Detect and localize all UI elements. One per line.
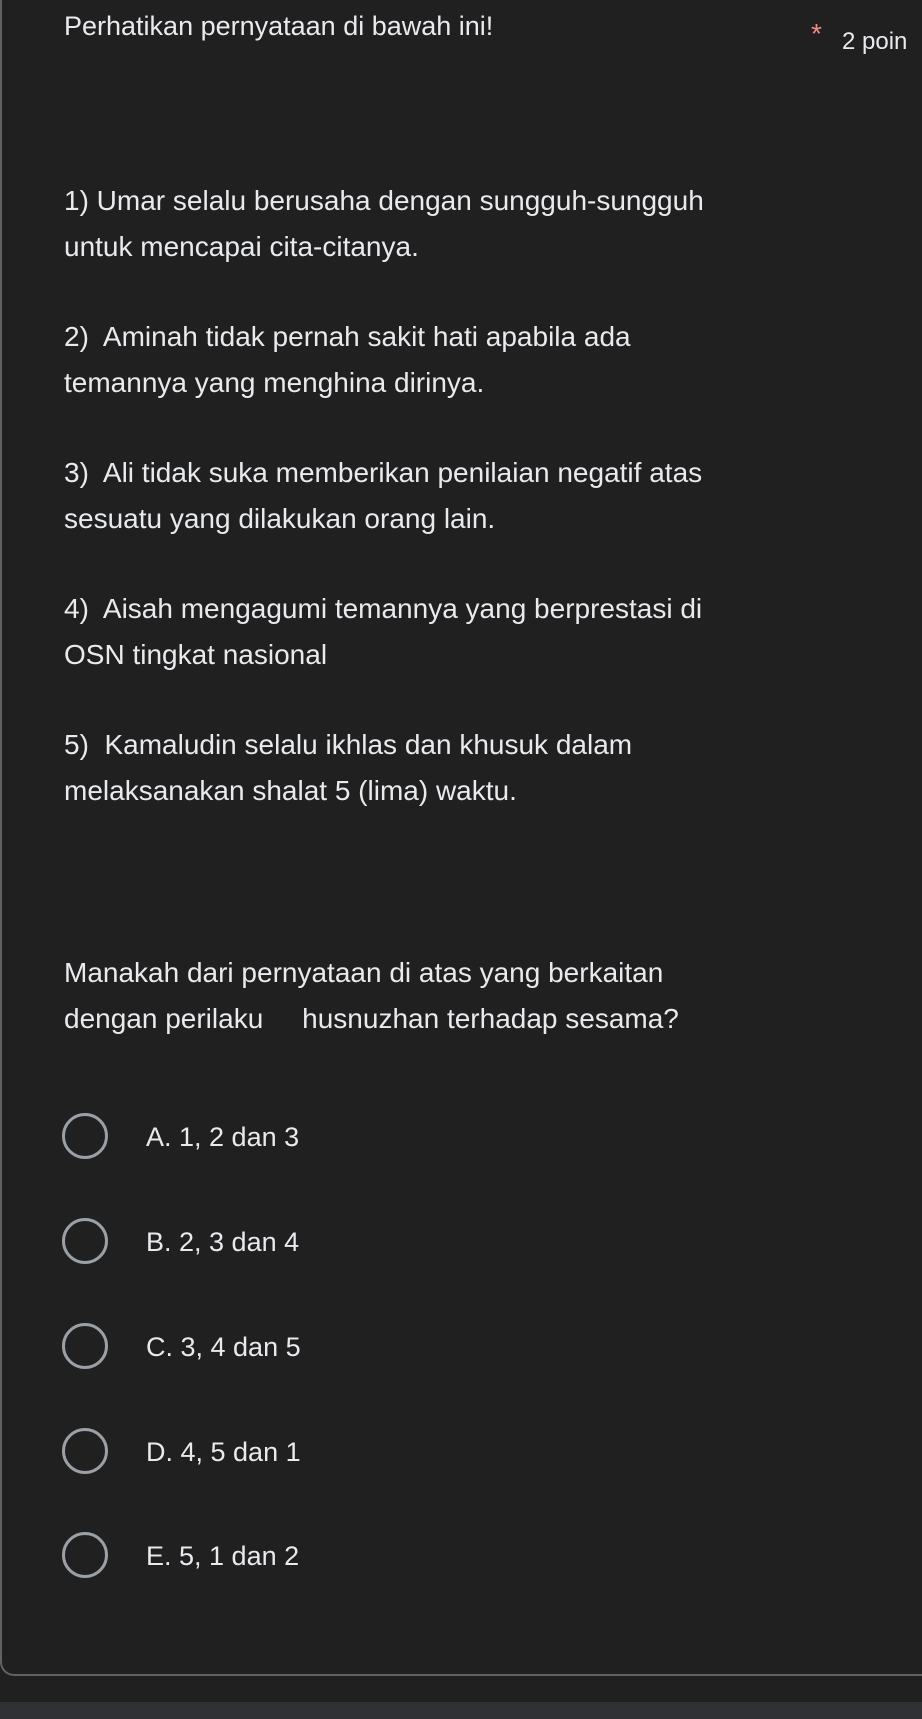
option-label: E. 5, 1 dan 2 [146, 1541, 300, 1571]
question-title: Perhatikan pernyataan di bawah ini! [64, 11, 494, 41]
radio-button-icon[interactable] [62, 1532, 108, 1578]
statement-5: 5) Kamaludin selalu ikhlas dan khusuk dalam melaksanakan shalat 5 (lima) waktu. [64, 729, 633, 806]
option-e[interactable] [62, 1532, 662, 1588]
radio-button-icon[interactable] [62, 1218, 108, 1264]
points-label: 2 poin [842, 28, 908, 55]
radio-button-icon[interactable] [62, 1428, 108, 1474]
statement-2: 2) Aminah tidak pernah sakit hati apabila ada temannya yang menghina dirinya. [64, 321, 631, 398]
required-marker: * [811, 18, 822, 49]
next-card-edge [0, 1702, 922, 1719]
option-b[interactable] [62, 1218, 662, 1274]
question-header [64, 10, 908, 55]
option-c[interactable] [62, 1323, 662, 1379]
option-label: C. 3, 4 dan 5 [146, 1332, 301, 1362]
option-d[interactable] [62, 1428, 662, 1484]
option-a[interactable] [62, 1113, 662, 1169]
statement-1: 1) Umar selalu berusaha dengan sungguh-sungguh untuk mencapai cita-citanya. [64, 185, 704, 262]
option-label: B. 2, 3 dan 4 [146, 1227, 300, 1257]
statement-3: 3) Ali tidak suka memberikan penilaian negatif atas sesuatu yang dilakukan orang lain. [64, 457, 703, 534]
option-label: D. 4, 5 dan 1 [146, 1437, 301, 1467]
radio-button-icon[interactable] [62, 1113, 108, 1159]
question-prompt: Manakah dari pernyataan di atas yang berkaitan dengan perilaku husnuzhan terhadap sesama? [64, 957, 679, 1034]
statement-4: 4) Aisah mengagumi temannya yang berprestasi di OSN tingkat nasional [64, 593, 703, 670]
radio-button-icon[interactable] [62, 1323, 108, 1369]
option-label: A. 1, 2 dan 3 [146, 1122, 300, 1152]
